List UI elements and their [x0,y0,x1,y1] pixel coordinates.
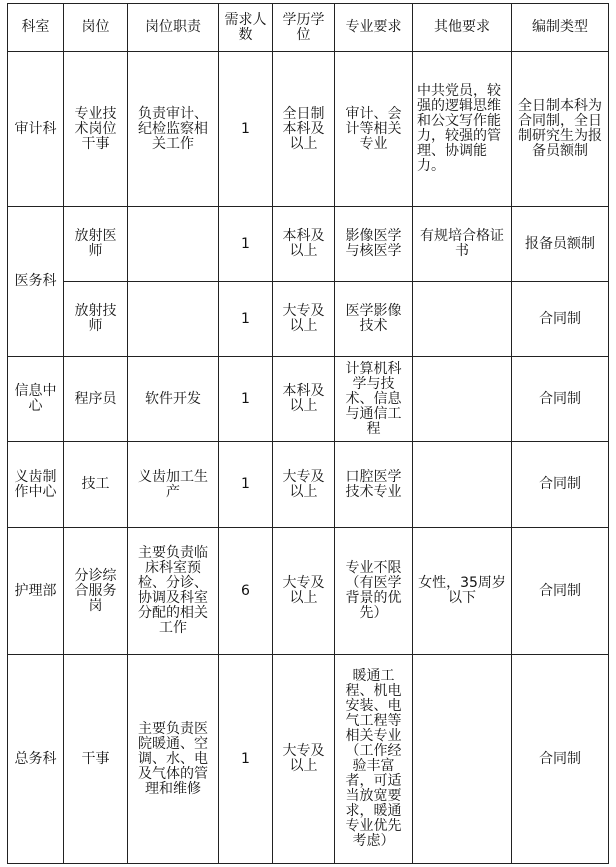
major-cell: 暖通工程、机电安装、电气工程等相关专业（工作经验丰富者，可适当放宽要求，暖通专业优先考虑） [335,655,413,864]
count-cell: 1 [219,52,273,207]
table-row [8,282,609,357]
count-cell: 1 [219,442,273,528]
type-cell: 全日制本科为合同制，全日制研究生为报备员额制 [512,52,609,207]
major-cell: 专业不限（有医学背景的优先） [335,528,413,655]
table-row [8,655,609,864]
major-cell: 影像医学与核医学 [335,207,413,282]
header-cell: 编制类型 [512,4,609,52]
count-cell: 1 [219,207,273,282]
post-cell: 干事 [64,655,128,864]
other-cell: 有规培合格证书 [413,207,512,282]
table-header-row [8,4,609,52]
post-cell: 专业技术岗位干事 [64,52,128,207]
duty-cell: 软件开发 [128,357,219,442]
major-cell: 口腔医学技术专业 [335,442,413,528]
edu-cell: 大专及以上 [273,282,335,357]
dept-cell: 审计科 [8,52,64,207]
edu-cell: 全日制本科及以上 [273,52,335,207]
other-cell: 中共党员，较强的逻辑思维和公文写作能力，较强的管理、协调能力。 [413,52,512,207]
dept-cell: 医务科 [8,207,64,357]
header-cell: 其他要求 [413,4,512,52]
duty-cell [128,207,219,282]
table-row [8,207,609,282]
duty-cell: 负责审计、纪检监察相关工作 [128,52,219,207]
other-cell [413,655,512,864]
dept-cell: 义齿制作中心 [8,442,64,528]
other-cell [413,282,512,357]
post-cell: 分诊综合服务岗 [64,528,128,655]
type-cell: 合同制 [512,528,609,655]
header-cell: 科室 [8,4,64,52]
duty-cell: 主要负责临床科室预检、分诊、协调及科室分配的相关工作 [128,528,219,655]
other-cell [413,357,512,442]
type-cell: 合同制 [512,655,609,864]
count-cell: 1 [219,357,273,442]
count-cell: 1 [219,655,273,864]
header-cell: 岗位 [64,4,128,52]
header-cell: 专业要求 [335,4,413,52]
major-cell: 计算机科学与技术、信息与通信工程 [335,357,413,442]
table-row [8,528,609,655]
edu-cell: 大专及以上 [273,655,335,864]
header-cell: 岗位职责 [128,4,219,52]
header-cell: 需求人数 [219,4,273,52]
type-cell: 合同制 [512,357,609,442]
major-cell: 审计、会计等相关专业 [335,52,413,207]
type-cell: 合同制 [512,282,609,357]
duty-cell: 主要负责医院暖通、空调、水、电及气体的管理和维修 [128,655,219,864]
dept-cell: 信息中心 [8,357,64,442]
other-cell: 女性，35周岁以下 [413,528,512,655]
duty-cell [128,282,219,357]
post-cell: 放射技师 [64,282,128,357]
table-row [8,357,609,442]
major-cell: 医学影像技术 [335,282,413,357]
type-cell: 报备员额制 [512,207,609,282]
duty-cell: 义齿加工生产 [128,442,219,528]
dept-cell: 护理部 [8,528,64,655]
count-cell: 1 [219,282,273,357]
dept-cell: 总务科 [8,655,64,864]
table-row [8,52,609,207]
edu-cell: 大专及以上 [273,528,335,655]
post-cell: 程序员 [64,357,128,442]
other-cell [413,442,512,528]
recruitment-table [7,3,609,864]
edu-cell: 大专及以上 [273,442,335,528]
edu-cell: 本科及以上 [273,207,335,282]
post-cell: 技工 [64,442,128,528]
table-row [8,442,609,528]
header-cell: 学历学位 [273,4,335,52]
post-cell: 放射医师 [64,207,128,282]
type-cell: 合同制 [512,442,609,528]
edu-cell: 本科及以上 [273,357,335,442]
count-cell: 6 [219,528,273,655]
